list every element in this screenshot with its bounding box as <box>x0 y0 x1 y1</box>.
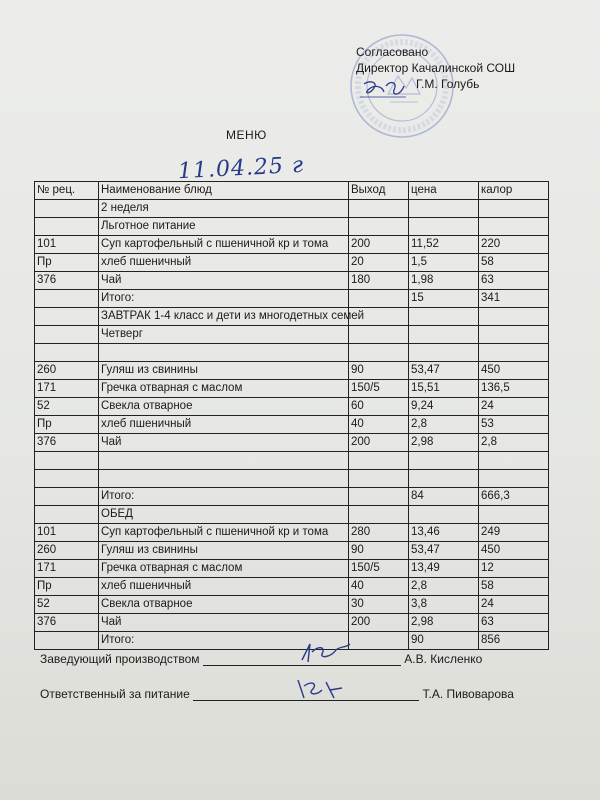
table-row <box>35 272 549 290</box>
table-row <box>35 596 549 614</box>
header-output: Выход <box>349 182 409 200</box>
cell-price: 2,8 <box>409 416 479 434</box>
cell-recipe <box>35 344 99 362</box>
cell-output <box>349 470 409 488</box>
cell-calories: 53 <box>479 416 549 434</box>
cell-recipe <box>35 488 99 506</box>
page-title: МЕНЮ <box>226 128 267 142</box>
cell-recipe: 171 <box>35 380 99 398</box>
cell-output: 90 <box>349 542 409 560</box>
table-row <box>35 488 549 506</box>
cell-output: 180 <box>349 272 409 290</box>
cell-price: 2,98 <box>409 614 479 632</box>
cell-price: 11,52 <box>409 236 479 254</box>
cell-output: 20 <box>349 254 409 272</box>
cell-calories: 341 <box>479 290 549 308</box>
cell-recipe <box>35 470 99 488</box>
cell-output: 150/5 <box>349 380 409 398</box>
cell-recipe <box>35 326 99 344</box>
cell-price <box>409 200 479 218</box>
cell-output: 30 <box>349 596 409 614</box>
cell-calories <box>479 308 549 326</box>
cell-calories <box>479 506 549 524</box>
table-row <box>35 254 549 272</box>
cell-output <box>349 452 409 470</box>
header-recipe: № рец. <box>35 182 99 200</box>
cell-dish-name: Свекла отварное <box>99 596 349 614</box>
cell-price: 1,5 <box>409 254 479 272</box>
cell-calories: 12 <box>479 560 549 578</box>
cell-price: 2,98 <box>409 434 479 452</box>
table-row <box>35 362 549 380</box>
cell-dish-name <box>99 452 349 470</box>
cell-calories: 58 <box>479 578 549 596</box>
cell-dish-name: Суп картофельный с пшеничной кр и тома <box>99 236 349 254</box>
cell-output: 40 <box>349 578 409 596</box>
cell-calories: 63 <box>479 272 549 290</box>
cell-dish-name: хлеб пшеничный <box>99 578 349 596</box>
footer-production <box>40 652 482 666</box>
cell-calories: 220 <box>479 236 549 254</box>
table-row <box>35 398 549 416</box>
table-row <box>35 560 549 578</box>
table-body <box>35 200 549 650</box>
approval-position: Директор Качалинской СОШ <box>356 61 516 75</box>
cell-dish-name: ОБЕД <box>99 506 349 524</box>
cell-price <box>409 326 479 344</box>
cell-calories <box>479 470 549 488</box>
cell-dish-name: Итого: <box>99 290 349 308</box>
table-row <box>35 326 549 344</box>
table-row <box>35 218 549 236</box>
table-row <box>35 344 549 362</box>
cell-dish-name: хлеб пшеничный <box>99 254 349 272</box>
cell-price <box>409 308 479 326</box>
cell-price: 9,24 <box>409 398 479 416</box>
footer-responsible <box>40 687 514 701</box>
cell-dish-name: Итого: <box>99 632 349 650</box>
table-row <box>35 416 549 434</box>
cell-calories: 24 <box>479 398 549 416</box>
production-name: А.В. Кисленко <box>404 652 483 666</box>
cell-price <box>409 218 479 236</box>
responsible-label: Ответственный за питание <box>40 687 190 701</box>
table-row <box>35 236 549 254</box>
cell-price: 84 <box>409 488 479 506</box>
cell-output: 40 <box>349 416 409 434</box>
responsible-signature <box>290 676 350 702</box>
cell-calories: 58 <box>479 254 549 272</box>
table-row <box>35 308 549 326</box>
table-row <box>35 524 549 542</box>
cell-calories <box>479 218 549 236</box>
handwritten-date: 11.04.25 г <box>177 152 305 185</box>
cell-dish-name: Гуляш из свинины <box>99 362 349 380</box>
table-header-row <box>35 182 549 200</box>
table-row <box>35 632 549 650</box>
header-price: цена <box>409 182 479 200</box>
cell-price: 90 <box>409 632 479 650</box>
cell-output <box>349 200 409 218</box>
cell-price: 1,98 <box>409 272 479 290</box>
cell-price <box>409 452 479 470</box>
cell-output: 60 <box>349 398 409 416</box>
cell-output: 90 <box>349 362 409 380</box>
table-row <box>35 470 549 488</box>
cell-recipe <box>35 200 99 218</box>
table-row <box>35 614 549 632</box>
cell-dish-name: Чай <box>99 434 349 452</box>
cell-recipe: 52 <box>35 596 99 614</box>
cell-calories: 450 <box>479 542 549 560</box>
cell-recipe: 171 <box>35 560 99 578</box>
cell-dish-name: 2 неделя <box>99 200 349 218</box>
cell-recipe: 376 <box>35 614 99 632</box>
header-calories: калор <box>479 182 549 200</box>
cell-recipe: 101 <box>35 236 99 254</box>
cell-dish-name: Гуляш из свинины <box>99 542 349 560</box>
approval-title: Согласовано <box>356 45 429 59</box>
cell-recipe <box>35 452 99 470</box>
cell-dish-name: хлеб пшеничный <box>99 416 349 434</box>
cell-output: 200 <box>349 614 409 632</box>
cell-dish-name: ЗАВТРАК 1-4 класс и дети из многодетных семей <box>99 308 349 326</box>
cell-calories: 2,8 <box>479 434 549 452</box>
cell-price <box>409 344 479 362</box>
cell-calories <box>479 344 549 362</box>
cell-output: 280 <box>349 524 409 542</box>
cell-recipe: 260 <box>35 362 99 380</box>
cell-price: 15,51 <box>409 380 479 398</box>
cell-output: 200 <box>349 434 409 452</box>
cell-dish-name <box>99 344 349 362</box>
cell-output <box>349 488 409 506</box>
cell-calories: 856 <box>479 632 549 650</box>
cell-recipe: 101 <box>35 524 99 542</box>
cell-output <box>349 290 409 308</box>
table-row <box>35 434 549 452</box>
cell-calories <box>479 452 549 470</box>
cell-price: 13,49 <box>409 560 479 578</box>
table-row <box>35 452 549 470</box>
cell-calories: 666,3 <box>479 488 549 506</box>
cell-output <box>349 506 409 524</box>
director-signature <box>360 78 408 100</box>
cell-price: 53,47 <box>409 362 479 380</box>
cell-output <box>349 632 409 650</box>
table-row <box>35 380 549 398</box>
cell-price: 15 <box>409 290 479 308</box>
table-row <box>35 200 549 218</box>
cell-calories: 24 <box>479 596 549 614</box>
cell-output <box>349 218 409 236</box>
production-label: Заведующий производством <box>40 652 200 666</box>
cell-price: 53,47 <box>409 542 479 560</box>
cell-recipe <box>35 218 99 236</box>
cell-recipe: Пр <box>35 578 99 596</box>
cell-price <box>409 506 479 524</box>
cell-calories <box>479 200 549 218</box>
cell-output: 200 <box>349 236 409 254</box>
table-row <box>35 506 549 524</box>
cell-calories: 136,5 <box>479 380 549 398</box>
production-signature <box>296 640 356 666</box>
cell-price: 13,46 <box>409 524 479 542</box>
cell-output <box>349 326 409 344</box>
header-dish-name: Наименование блюд <box>99 182 349 200</box>
cell-price: 3,8 <box>409 596 479 614</box>
cell-output: 150/5 <box>349 560 409 578</box>
table-row <box>35 542 549 560</box>
cell-recipe <box>35 506 99 524</box>
cell-price <box>409 470 479 488</box>
table-row <box>35 290 549 308</box>
cell-recipe <box>35 308 99 326</box>
cell-dish-name: Гречка отварная с маслом <box>99 380 349 398</box>
responsible-name: Т.А. Пивоварова <box>422 687 514 701</box>
cell-dish-name: Гречка отварная с маслом <box>99 560 349 578</box>
cell-dish-name: Итого: <box>99 488 349 506</box>
cell-recipe: 260 <box>35 542 99 560</box>
cell-dish-name: Свекла отварное <box>99 398 349 416</box>
cell-price: 2,8 <box>409 578 479 596</box>
cell-recipe: 52 <box>35 398 99 416</box>
cell-calories: 249 <box>479 524 549 542</box>
cell-recipe: Пр <box>35 254 99 272</box>
cell-recipe <box>35 632 99 650</box>
table-row <box>35 578 549 596</box>
cell-recipe: Пр <box>35 416 99 434</box>
cell-dish-name: Чай <box>99 614 349 632</box>
cell-dish-name: Льготное питание <box>99 218 349 236</box>
cell-dish-name: Четверг <box>99 326 349 344</box>
approval-name: Г.М. Голубь <box>416 77 480 91</box>
menu-table <box>34 181 549 650</box>
cell-recipe: 376 <box>35 434 99 452</box>
cell-calories <box>479 326 549 344</box>
cell-output <box>349 344 409 362</box>
cell-recipe: 376 <box>35 272 99 290</box>
cell-calories: 450 <box>479 362 549 380</box>
cell-recipe <box>35 290 99 308</box>
cell-calories: 63 <box>479 614 549 632</box>
cell-dish-name: Чай <box>99 272 349 290</box>
cell-dish-name: Суп картофельный с пшеничной кр и тома <box>99 524 349 542</box>
cell-dish-name <box>99 470 349 488</box>
